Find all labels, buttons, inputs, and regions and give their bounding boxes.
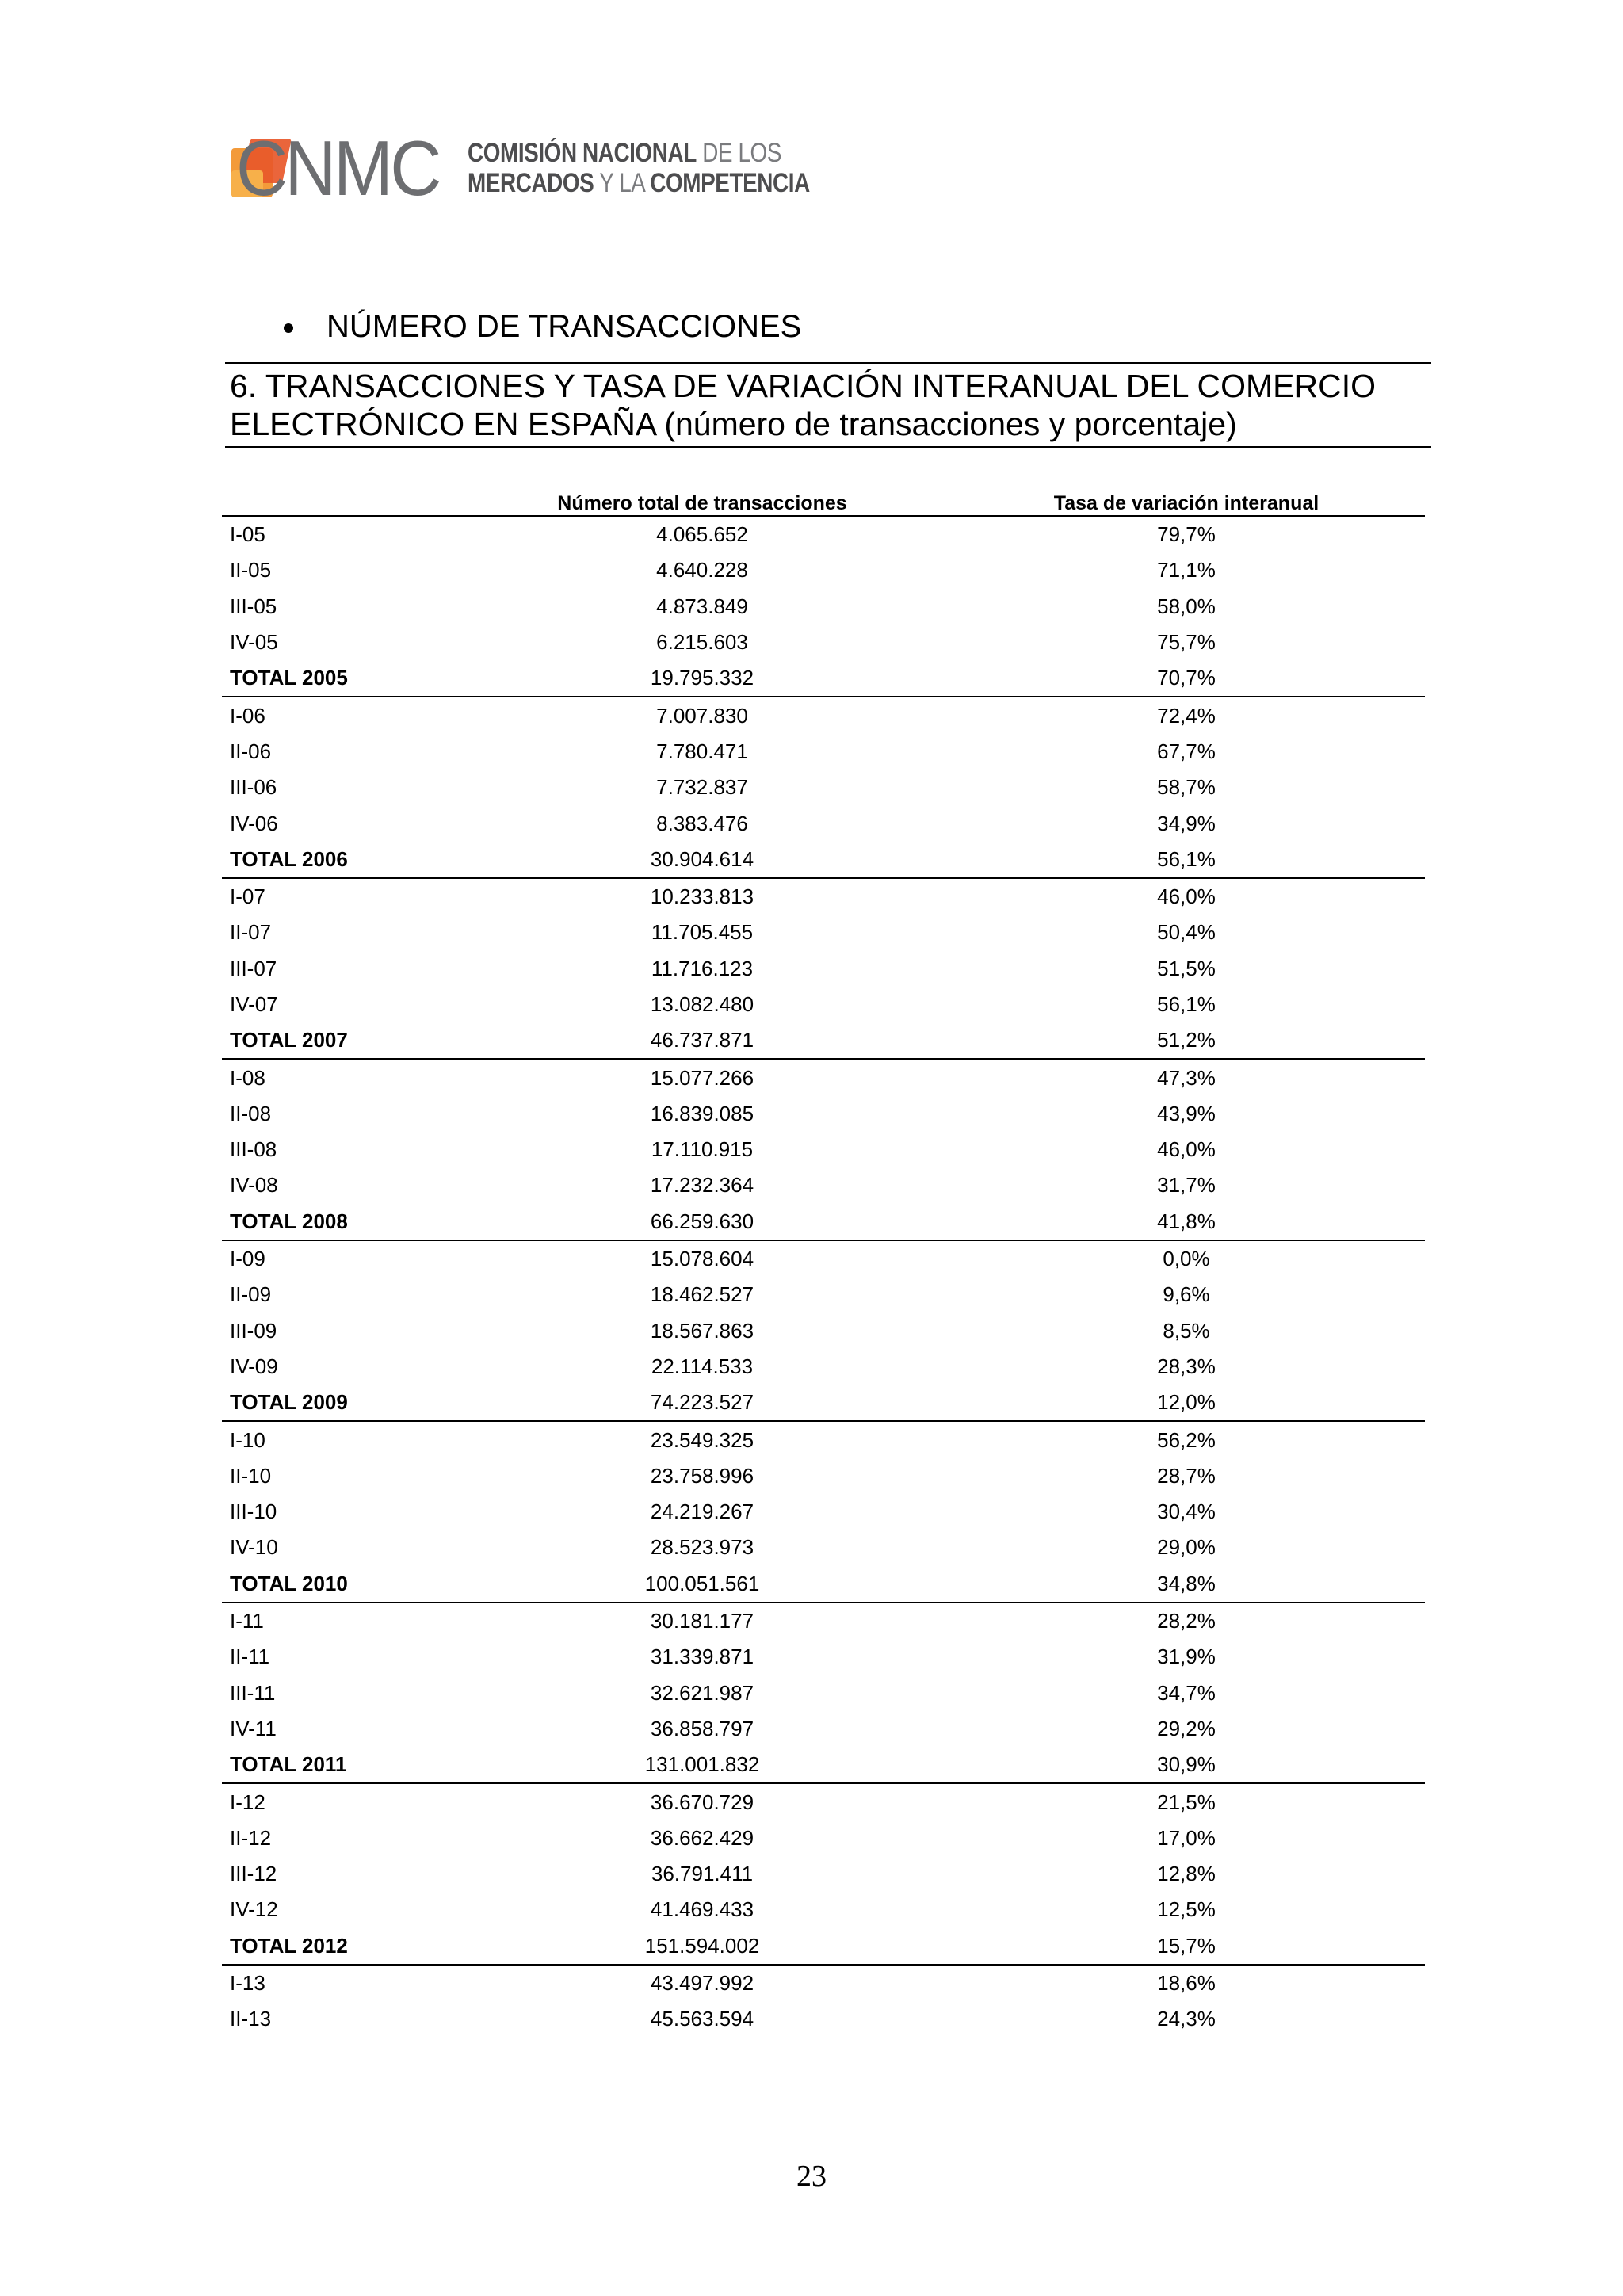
transactions-cell: 22.114.533 xyxy=(651,1354,754,1378)
rate-cell: 46,0% xyxy=(1157,1137,1216,1162)
table-row xyxy=(222,1241,1425,1277)
table-row xyxy=(222,1022,1425,1060)
transactions-cell: 11.705.455 xyxy=(651,920,754,945)
transactions-cell: 18.462.527 xyxy=(650,1282,754,1307)
period-cell: II-08 xyxy=(230,1101,272,1125)
period-cell: TOTAL 2009 xyxy=(230,1390,348,1415)
table-row xyxy=(222,1603,1425,1639)
table-row xyxy=(222,1639,1425,1675)
rate-cell: 70,7% xyxy=(1157,666,1216,690)
period-cell: II-10 xyxy=(230,1463,272,1488)
transactions-cell: 74.223.527 xyxy=(650,1390,754,1415)
table-row xyxy=(222,770,1425,805)
period-cell: III-10 xyxy=(230,1499,277,1524)
period-cell: III-07 xyxy=(230,956,277,980)
rate-cell: 29,0% xyxy=(1157,1535,1216,1560)
transactions-cell: 43.497.992 xyxy=(650,1971,754,1996)
transactions-cell: 23.758.996 xyxy=(650,1463,754,1488)
period-cell: II-12 xyxy=(230,1825,272,1850)
rate-cell: 43,9% xyxy=(1157,1101,1216,1125)
period-cell: IV-11 xyxy=(230,1716,277,1740)
transactions-cell: 36.791.411 xyxy=(651,1862,754,1886)
period-cell: I-07 xyxy=(230,884,265,909)
table-row xyxy=(222,1784,1425,1820)
logo-line-2-bold-a: MERCADOS xyxy=(467,168,594,198)
period-cell: III-11 xyxy=(230,1680,276,1705)
rate-cell: 9,6% xyxy=(1163,1282,1210,1307)
period-cell: IV-07 xyxy=(230,992,278,1016)
period-cell: I-08 xyxy=(230,1065,265,1090)
period-cell: III-12 xyxy=(230,1862,277,1886)
transactions-cell: 18.567.863 xyxy=(650,1318,754,1343)
rate-cell: 21,5% xyxy=(1157,1790,1216,1814)
rate-cell: 28,3% xyxy=(1157,1354,1216,1378)
rate-cell: 51,5% xyxy=(1157,956,1216,980)
transactions-cell: 6.215.603 xyxy=(656,630,748,655)
table-row xyxy=(222,805,1425,841)
table-row xyxy=(222,1422,1425,1457)
transactions-cell: 4.640.228 xyxy=(656,558,748,583)
rate-cell: 15,7% xyxy=(1157,1933,1216,1958)
rate-cell: 79,7% xyxy=(1157,522,1216,547)
table-row xyxy=(222,1747,1425,1784)
transactions-cell: 16.839.085 xyxy=(650,1101,754,1125)
transactions-cell: 4.065.652 xyxy=(656,522,748,547)
logo-text xyxy=(468,138,810,198)
bullet-icon xyxy=(284,323,293,333)
transactions-cell: 7.007.830 xyxy=(656,703,748,728)
rate-cell: 28,7% xyxy=(1157,1463,1216,1488)
table-body xyxy=(222,517,1425,2037)
transactions-cell: 11.716.123 xyxy=(651,956,754,980)
rate-cell: 24,3% xyxy=(1157,2007,1216,2031)
table-row xyxy=(222,1313,1425,1349)
rate-cell: 72,4% xyxy=(1157,703,1216,728)
logo-acronym: CNMC xyxy=(236,124,439,212)
rate-cell: 28,2% xyxy=(1157,1609,1216,1633)
table-row xyxy=(222,1966,1425,2001)
rate-cell: 30,9% xyxy=(1157,1752,1216,1777)
table-row xyxy=(222,1385,1425,1422)
period-cell: III-09 xyxy=(230,1318,277,1343)
table-row xyxy=(222,734,1425,770)
table-row xyxy=(222,1277,1425,1312)
table-row xyxy=(222,1060,1425,1095)
period-cell: III-05 xyxy=(230,594,277,618)
table-row xyxy=(222,2001,1425,2037)
table-row xyxy=(222,517,1425,552)
period-cell: TOTAL 2012 xyxy=(230,1933,348,1958)
transactions-cell: 13.082.480 xyxy=(650,992,754,1016)
rate-cell: 18,6% xyxy=(1157,1971,1216,1996)
table-row xyxy=(222,879,1425,915)
period-cell: I-10 xyxy=(230,1427,265,1452)
table-row xyxy=(222,1204,1425,1241)
period-cell: TOTAL 2010 xyxy=(230,1571,348,1595)
table-row xyxy=(222,1675,1425,1711)
period-cell: I-05 xyxy=(230,522,265,547)
page-number: 23 xyxy=(796,2160,827,2193)
period-cell: II-09 xyxy=(230,1282,272,1307)
table-row xyxy=(222,1096,1425,1132)
table-title xyxy=(225,362,1431,448)
rate-cell: 50,4% xyxy=(1157,920,1216,945)
table-title-line-1: 6. TRANSACCIONES Y TASA DE VARIACIÓN INTERANUAL DEL COMERCIO xyxy=(230,368,1376,404)
rate-cell: 8,5% xyxy=(1163,1318,1210,1343)
period-cell: II-06 xyxy=(230,739,272,763)
period-cell: I-06 xyxy=(230,703,265,728)
rate-cell: 17,0% xyxy=(1157,1825,1216,1850)
table-row xyxy=(222,552,1425,588)
table-row xyxy=(222,1711,1425,1747)
table-row xyxy=(222,660,1425,697)
table-row xyxy=(222,1928,1425,1966)
transactions-cell: 23.549.325 xyxy=(650,1427,754,1452)
logo-line-2 xyxy=(468,168,810,198)
transactions-cell: 41.469.433 xyxy=(650,1897,754,1922)
table-row xyxy=(222,1167,1425,1203)
logo-line-2-bold-b: COMPETENCIA xyxy=(650,168,810,198)
period-cell: TOTAL 2008 xyxy=(230,1209,348,1233)
transactions-cell: 17.110.915 xyxy=(651,1137,754,1162)
rate-cell: 67,7% xyxy=(1157,739,1216,763)
rate-cell: 34,9% xyxy=(1157,811,1216,835)
period-cell: TOTAL 2007 xyxy=(230,1028,348,1052)
transactions-cell: 36.670.729 xyxy=(650,1790,754,1814)
transactions-cell: 66.259.630 xyxy=(650,1209,754,1233)
table-row xyxy=(222,915,1425,950)
column-header-rate: Tasa de variación interanual xyxy=(1053,492,1319,514)
rate-cell: 31,9% xyxy=(1157,1645,1216,1669)
table-title-line-2: ELECTRÓNICO EN ESPAÑA (número de transacciones y porcentaje) xyxy=(230,406,1237,442)
period-cell: II-07 xyxy=(230,920,272,945)
transactions-cell: 36.662.429 xyxy=(650,1825,754,1850)
period-cell: I-09 xyxy=(230,1247,265,1271)
transactions-cell: 15.078.604 xyxy=(650,1247,754,1271)
rate-cell: 41,8% xyxy=(1157,1209,1216,1233)
period-cell: TOTAL 2011 xyxy=(230,1752,347,1777)
table-row xyxy=(222,1530,1425,1565)
transactions-cell: 24.219.267 xyxy=(650,1499,754,1524)
rate-cell: 12,8% xyxy=(1157,1862,1216,1886)
table-header-row xyxy=(222,487,1425,517)
table-row xyxy=(222,625,1425,660)
section-heading: NÚMERO DE TRANSACCIONES xyxy=(327,309,802,344)
period-cell: III-06 xyxy=(230,775,277,800)
transactions-cell: 30.181.177 xyxy=(650,1609,754,1633)
transactions-cell: 45.563.594 xyxy=(650,2007,754,2031)
transactions-cell: 32.621.987 xyxy=(650,1680,754,1705)
rate-cell: 34,8% xyxy=(1157,1571,1216,1595)
rate-cell: 12,0% xyxy=(1157,1390,1216,1415)
rate-cell: 46,0% xyxy=(1157,884,1216,909)
table-row xyxy=(222,1892,1425,1927)
period-cell: IV-06 xyxy=(230,811,278,835)
column-header-transactions: Número total de transacciones xyxy=(557,492,847,514)
rate-cell: 51,2% xyxy=(1157,1028,1216,1052)
period-cell: IV-08 xyxy=(230,1173,278,1198)
period-cell: IV-05 xyxy=(230,630,278,655)
table-row xyxy=(222,1494,1425,1530)
rate-cell: 56,1% xyxy=(1157,992,1216,1016)
rate-cell: 47,3% xyxy=(1157,1065,1216,1090)
table-row xyxy=(222,1856,1425,1892)
logo-line-1-bold: COMISIÓN NACIONAL xyxy=(467,138,697,168)
rate-cell: 30,4% xyxy=(1157,1499,1216,1524)
rate-cell: 56,2% xyxy=(1157,1427,1216,1452)
period-cell: III-08 xyxy=(230,1137,277,1162)
transactions-cell: 36.858.797 xyxy=(650,1716,754,1740)
period-cell: TOTAL 2005 xyxy=(230,666,348,690)
transactions-cell: 19.795.332 xyxy=(650,666,754,690)
table-row xyxy=(222,1132,1425,1167)
transactions-cell: 7.780.471 xyxy=(656,739,748,763)
transactions-cell: 28.523.973 xyxy=(650,1535,754,1560)
transactions-cell: 8.383.476 xyxy=(656,811,748,835)
cnmc-logo xyxy=(231,124,865,212)
period-cell: TOTAL 2006 xyxy=(230,846,348,871)
period-cell: II-13 xyxy=(230,2007,272,2031)
table-row xyxy=(222,1820,1425,1856)
period-cell: I-13 xyxy=(230,1971,265,1996)
logo-line-1-light: DE LOS xyxy=(696,138,781,168)
rate-cell: 75,7% xyxy=(1157,630,1216,655)
logo-line-1 xyxy=(468,138,810,168)
transactions-cell: 100.051.561 xyxy=(644,1571,760,1595)
rate-cell: 34,7% xyxy=(1157,1680,1216,1705)
rate-cell: 56,1% xyxy=(1157,846,1216,871)
rate-cell: 58,0% xyxy=(1157,594,1216,618)
rate-cell: 31,7% xyxy=(1157,1173,1216,1198)
logo-line-2-light: Y LA xyxy=(594,168,651,198)
period-cell: I-11 xyxy=(230,1609,264,1633)
transactions-cell: 7.732.837 xyxy=(656,775,748,800)
transactions-cell: 151.594.002 xyxy=(644,1933,760,1958)
rate-cell: 0,0% xyxy=(1163,1247,1210,1271)
rate-cell: 71,1% xyxy=(1157,558,1216,583)
transactions-cell: 15.077.266 xyxy=(650,1065,754,1090)
table-row xyxy=(222,1349,1425,1385)
table-row xyxy=(222,987,1425,1022)
transactions-cell: 46.737.871 xyxy=(650,1028,754,1052)
period-cell: II-11 xyxy=(230,1645,270,1669)
table-row xyxy=(222,951,1425,987)
rate-cell: 12,5% xyxy=(1157,1897,1216,1922)
transactions-cell: 4.873.849 xyxy=(656,594,748,618)
period-cell: II-05 xyxy=(230,558,272,583)
period-cell: IV-10 xyxy=(230,1535,278,1560)
period-cell: I-12 xyxy=(230,1790,265,1814)
period-cell: IV-12 xyxy=(230,1897,278,1922)
transactions-table xyxy=(222,487,1425,2037)
table-row xyxy=(222,1458,1425,1494)
period-cell: IV-09 xyxy=(230,1354,278,1378)
transactions-cell: 131.001.832 xyxy=(644,1752,760,1777)
transactions-cell: 30.904.614 xyxy=(650,846,754,871)
transactions-cell: 17.232.364 xyxy=(650,1173,754,1198)
table-row xyxy=(222,842,1425,879)
transactions-cell: 31.339.871 xyxy=(650,1645,754,1669)
rate-cell: 29,2% xyxy=(1157,1716,1216,1740)
rate-cell: 58,7% xyxy=(1157,775,1216,800)
table-row xyxy=(222,697,1425,733)
transactions-cell: 10.233.813 xyxy=(650,884,754,909)
table-row xyxy=(222,589,1425,625)
table-row xyxy=(222,1566,1425,1603)
